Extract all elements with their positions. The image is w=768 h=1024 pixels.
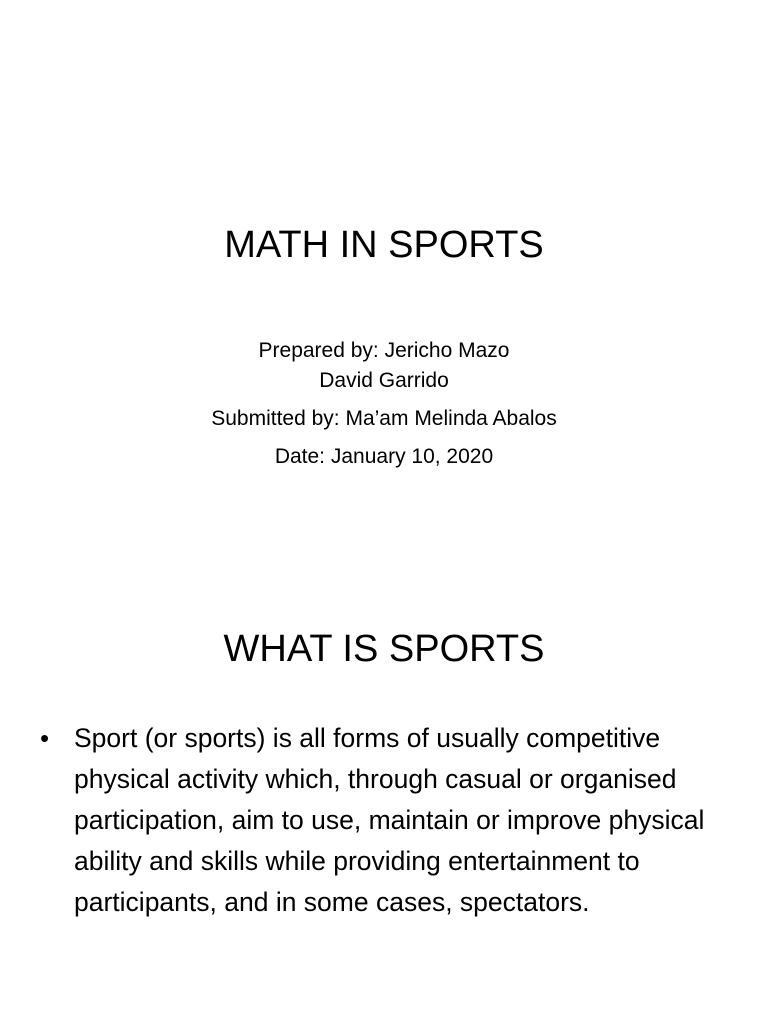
slide-2	[0, 576, 768, 1024]
bullet-text: Sport (or sports) is all forms of usually competitive physical activity which, through casual or organised participation, aim to use, maintain or improve physical ability and skills while providing entertainment to participants, and in some cases, spectators.	[74, 723, 705, 917]
prepared-by-second-name: David Garrido	[319, 369, 449, 392]
date-line: Date: January 10, 2020	[274, 445, 494, 468]
prepared-by-line: Prepared by: Jericho Mazo	[258, 339, 510, 362]
slide-1-subtitle	[0, 336, 768, 472]
bullet-list	[40, 718, 730, 923]
bullet-marker: •	[40, 723, 50, 753]
slide-2-title: WHAT IS SPORTS	[223, 628, 545, 670]
slide-1-title: MATH IN SPORTS	[224, 224, 544, 266]
submitted-by-line: Submitted by: Ma’am Melinda Abalos	[211, 407, 557, 430]
